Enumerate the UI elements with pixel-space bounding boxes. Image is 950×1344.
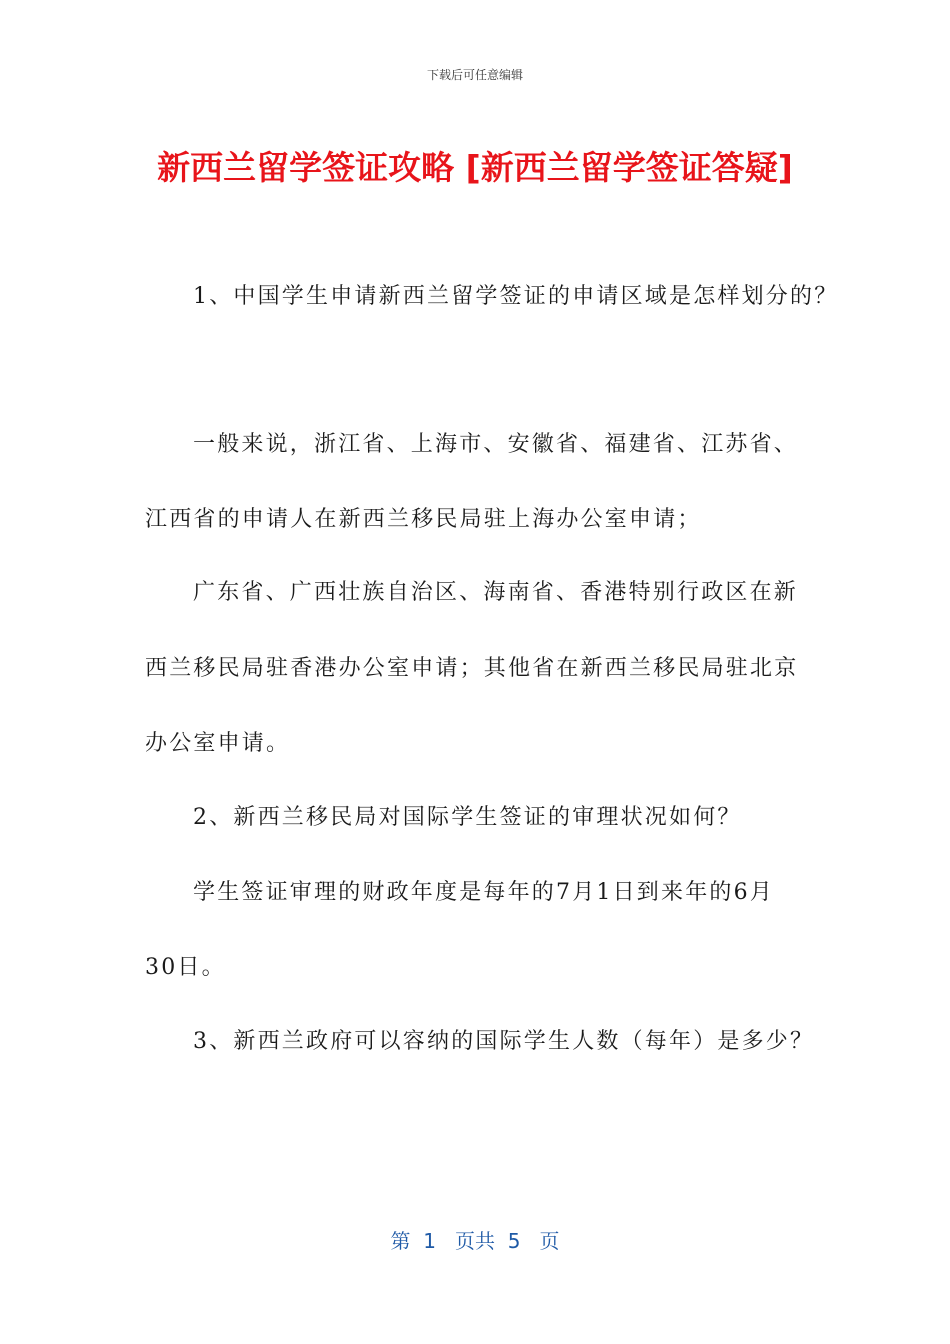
answer-2-line-2: 30日。 xyxy=(145,955,226,980)
answer-1-line-2: 江西省的申请人在新西兰移民局驻上海办公室申请； xyxy=(145,507,702,532)
question-1: 1、中国学生申请新西兰留学签证的申请区域是怎样划分的？ xyxy=(193,284,839,309)
answer-1-line-5: 办公室申请。 xyxy=(145,731,291,756)
question-3: 3、新西兰政府可以容纳的国际学生人数（每年）是多少？ xyxy=(193,1029,815,1054)
document-title: 新西兰留学签证攻略 [新西兰留学签证答疑] xyxy=(157,148,793,187)
header-note: 下载后可任意编辑 xyxy=(426,68,523,82)
question-2: 2、新西兰移民局对国际学生签证的审理状况如何？ xyxy=(193,805,742,830)
answer-2-line-1: 学生签证审理的财政年度是每年的7月1日到来年的6月 xyxy=(193,880,774,905)
answer-1-line-4: 西兰移民局驻香港办公室申请；其他省在新西兰移民局驻北京 xyxy=(145,656,799,681)
answer-1-line-1: 一般来说，浙江省、上海市、安徽省、福建省、江苏省、 xyxy=(193,432,799,457)
answer-1-line-3: 广东省、广西壮族自治区、海南省、香港特别行政区在新 xyxy=(193,580,799,605)
page-number-footer: 第 1 页共 5 页 xyxy=(390,1229,560,1253)
